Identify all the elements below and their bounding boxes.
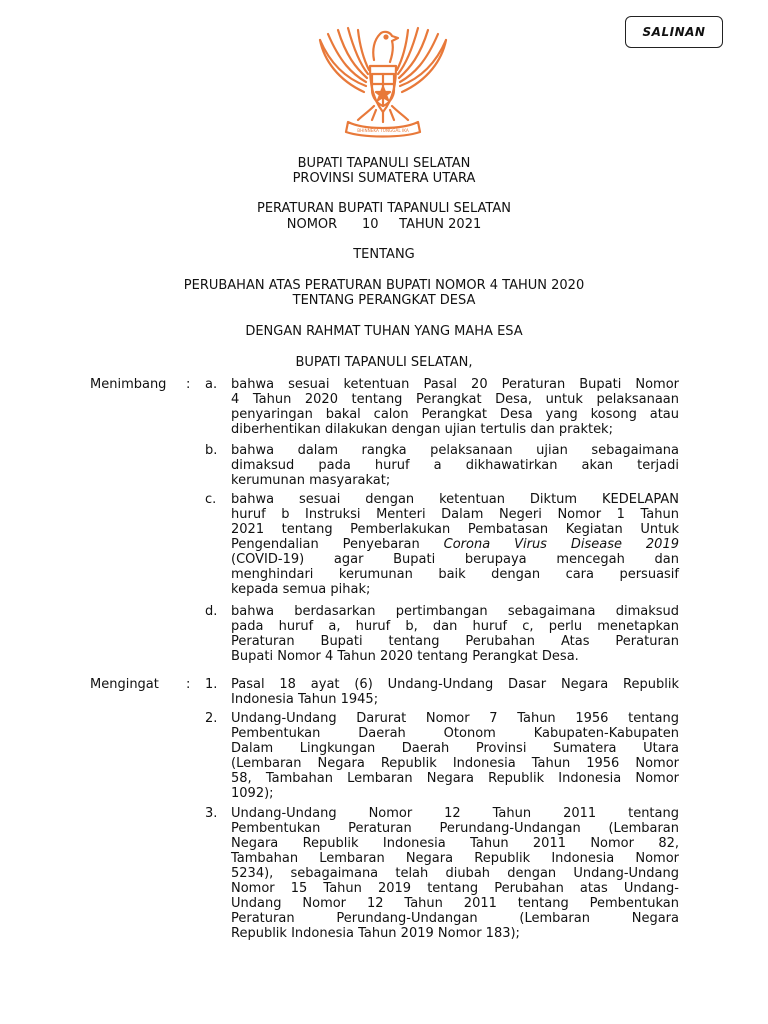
stamp-text: SALINAN <box>642 24 706 39</box>
mengingat-label: Mengingat <box>90 677 159 692</box>
item-line: huruf b Instruksi Menteri Dalam Negeri Nomor 1 Tahun <box>231 507 679 522</box>
item-line: Tambahan Lembaran Negara Republik Indonesia Nomor <box>231 851 679 866</box>
italic-phrase: Corona Virus Disease 2019 <box>443 537 679 552</box>
item-marker: 1. <box>205 677 218 692</box>
salinan-stamp <box>625 16 723 48</box>
item-line: Dalam Lingkungan Daerah Provinsi Sumatera Utara <box>231 741 679 756</box>
item-line: Undang-Undang Darurat Nomor 7 Tahun 1956 tentang <box>231 711 679 726</box>
subject-line-2: TENTANG PERANGKAT DESA <box>292 293 476 308</box>
province-title: PROVINSI SUMATERA UTARA <box>292 171 476 186</box>
grace-line: DENGAN RAHMAT TUHAN YANG MAHA ESA <box>245 324 523 339</box>
item-line: 58, Tambahan Lembaran Negara Republik Indonesia Nomor <box>231 771 679 786</box>
item-line: Pasal 18 ayat (6) Undang-Undang Dasar Negara Republik <box>231 677 679 692</box>
menimbang-colon: : <box>186 377 191 392</box>
item-marker: d. <box>205 604 218 619</box>
item-line: Pembentukan Daerah Otonom Kabupaten-Kabupaten <box>231 726 679 741</box>
menimbang-label: Menimbang <box>90 377 167 392</box>
item-line: 1092); <box>231 786 274 801</box>
item-marker: 2. <box>205 711 218 726</box>
item-line: pada huruf a, huruf b, dan huruf c, perlu menetapkan <box>231 619 679 634</box>
item-marker: b. <box>205 443 218 458</box>
item-line: Pembentukan Peraturan Perundang-Undangan (Lembaran <box>231 821 679 836</box>
item-line: Bupati Nomor 4 Tahun 2020 tentang Perangkat Desa. <box>231 649 579 664</box>
item-marker: 3. <box>205 806 218 821</box>
item-line: Indonesia Tahun 1945; <box>231 692 379 707</box>
item-line: 5234), sebagaimana telah diubah dengan Undang-Undang <box>231 866 679 881</box>
item-line: Nomor 15 Tahun 2019 tentang Perubahan atas Undang- <box>231 881 679 896</box>
item-line: 2021 tentang Pemberlakukan Pembatasan Kegiatan Untuk <box>231 522 679 537</box>
item-line: (Lembaran Negara Republik Indonesia Tahun 1956 Nomor <box>231 756 679 771</box>
item-marker: c. <box>205 492 217 507</box>
item-line: Peraturan Bupati tentang Perubahan Atas Peraturan <box>231 634 679 649</box>
item-line: 4 Tahun 2020 tentang Perangkat Desa, untuk pelaksanaan <box>231 392 679 407</box>
item-line: Republik Indonesia Tahun 2019 Nomor 183); <box>231 926 520 941</box>
tentang-heading: TENTANG <box>353 247 415 262</box>
item-line: Undang Nomor 12 Tahun 2011 tentang Pembentukan <box>231 896 679 911</box>
motto-text: BHINNEKA TUNGGAL IKA <box>357 128 409 133</box>
official-line: BUPATI TAPANULI SELATAN, <box>295 355 473 370</box>
regulation-number: NOMOR 10 TAHUN 2021 <box>286 217 482 232</box>
regent-title: BUPATI TAPANULI SELATAN <box>297 156 471 171</box>
item-line: Peraturan Perundang-Undangan (Lembaran Negara <box>231 911 679 926</box>
item-line: kerumunan masyarakat; <box>231 473 391 488</box>
item-line: (COVID-19) agar Bupati berupaya mencegah dan <box>231 552 679 567</box>
item-line: diberhentikan dilakukan dengan ujian tertulis dan praktek; <box>231 422 613 437</box>
item-line: menghindari kerumunan baik dengan cara persuasif <box>231 567 679 582</box>
subject-line-1: PERUBAHAN ATAS PERATURAN BUPATI NOMOR 4 TAHUN 2020 <box>183 278 585 293</box>
item-line-mixed <box>231 537 679 552</box>
item-marker: a. <box>205 377 218 392</box>
item-line: Undang-Undang Nomor 12 Tahun 2011 tentang <box>231 806 679 821</box>
item-line: kepada semua pihak; <box>231 582 371 597</box>
mengingat-colon: : <box>186 677 191 692</box>
item-line: bahwa berdasarkan pertimbangan sebagaimana dimaksud <box>231 604 679 619</box>
garuda-pancasila-emblem-icon <box>314 20 452 142</box>
item-line: dimaksud pada huruf a dikhawatirkan akan terjadi <box>231 458 679 473</box>
item-line-text: Pengendalian Penyebaran <box>231 537 420 552</box>
item-line: bahwa sesuai dengan ketentuan Diktum KEDELAPAN <box>231 492 679 507</box>
item-line: penyaringan bakal calon Perangkat Desa yang kosong atau <box>231 407 679 422</box>
item-line: bahwa dalam rangka pelaksanaan ujian sebagaimana <box>231 443 679 458</box>
item-line: bahwa sesuai ketentuan Pasal 20 Peraturan Bupati Nomor <box>231 377 679 392</box>
item-line: Negara Republik Indonesia Tahun 2011 Nomor 82, <box>231 836 679 851</box>
regulation-title: PERATURAN BUPATI TAPANULI SELATAN <box>256 201 511 216</box>
